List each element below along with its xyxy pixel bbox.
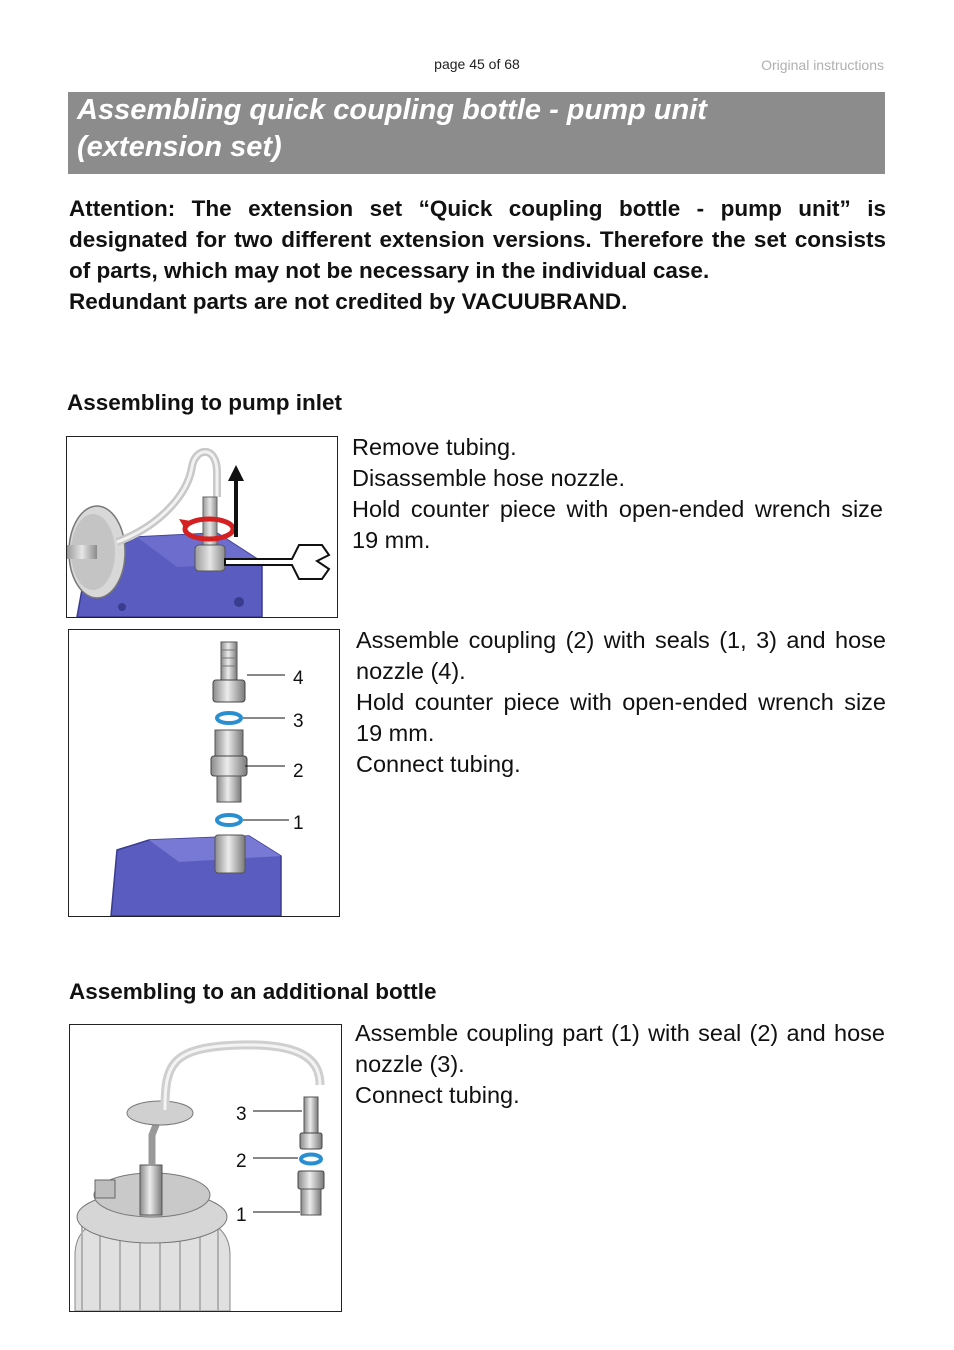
label-hose-nozzle-4: 4	[293, 668, 304, 689]
figure-assemble-coupling	[68, 629, 340, 917]
redundant-parts-note: Redundant parts are not credited by VACUUBRAND.	[69, 289, 628, 314]
heading-additional-bottle: Assembling to an additional bottle	[69, 979, 437, 1004]
label-seal-3: 3	[293, 711, 304, 732]
step-remove-tubing: Remove tubing.	[352, 434, 517, 460]
coupling-exploded-view	[69, 630, 339, 916]
step-disassemble-nozzle: Disassemble hose nozzle.	[352, 465, 625, 491]
figure-remove-hose-nozzle	[66, 436, 338, 618]
label-seal-1: 1	[293, 813, 304, 834]
instructions-assemble-coupling	[356, 625, 886, 780]
bottle-coupling-illustration	[70, 1025, 341, 1311]
pump-inlet-illustration	[67, 437, 337, 617]
step-assemble-coupling-part: Assemble coupling part (1) with seal (2) and hose nozzle (3).	[355, 1020, 885, 1077]
section-title-line1: Assembling quick coupling bottle - pump unit	[77, 94, 707, 126]
label-coupling-2: 2	[293, 761, 304, 782]
step-connect-tubing-bottle: Connect tubing.	[355, 1082, 520, 1108]
attention-notice	[69, 193, 886, 317]
section-title	[77, 92, 707, 166]
step-hold-counter-piece: Hold counter piece with open-ended wrench size 19 mm.	[352, 496, 883, 553]
attention-paragraph: Attention: The extension set “Quick coupling bottle - pump unit” is designated for two different extension versions. Therefore the set consists of parts, which may not be necessary in the individual case.	[69, 196, 886, 283]
step-assemble-coupling: Assemble coupling (2) with seals (1, 3) and hose nozzle (4).	[356, 627, 886, 684]
section-title-bar	[68, 92, 885, 174]
page-number: page 45 of 68	[434, 56, 520, 72]
step-hold-counter-piece-2: Hold counter piece with open-ended wrench size 19 mm.	[356, 689, 886, 746]
label-seal-2: 2	[236, 1151, 247, 1172]
instructions-additional-bottle	[355, 1018, 885, 1111]
figure-additional-bottle	[69, 1024, 342, 1312]
heading-pump-inlet: Assembling to pump inlet	[67, 390, 343, 415]
section-title-line2: (extension set)	[77, 131, 282, 163]
label-coupling-part-1: 1	[236, 1205, 247, 1226]
instructions-remove-tubing	[352, 432, 883, 556]
document-label: Original instructions	[761, 57, 884, 73]
step-connect-tubing: Connect tubing.	[356, 751, 521, 777]
label-hose-nozzle-3: 3	[236, 1104, 247, 1125]
